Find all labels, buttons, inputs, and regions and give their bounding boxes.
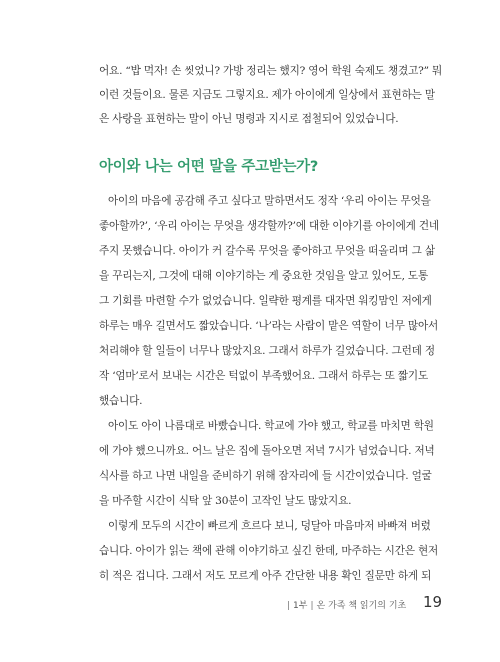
footer-divider: | <box>310 601 314 611</box>
body-line: 좋아할까?’, ‘우리 아이는 무엇을 생각할까?’에 대한 이야기를 아이에게 건네 <box>99 220 439 232</box>
body-line: 처리해야 할 일들이 너무나 많았지요. 그래서 하루가 길었습니다. 그런데 정 <box>99 345 435 357</box>
page-number: 19 <box>423 593 443 611</box>
body-line: 히 적은 겁니다. 그래서 저도 모르게 아주 간단한 내용 확인 질문만 하게 되 <box>99 570 432 582</box>
running-footer <box>284 598 406 611</box>
body-line: 이런 것들이요. 물론 지금도 그렇지요. 제가 아이에게 일상에서 표현하는 말 <box>99 89 435 101</box>
body-line: 아이의 마음에 공감해 주고 싶다고 말하면서도 정작 ‘우리 아이는 무엇을 <box>108 195 431 207</box>
body-line: 은 사랑을 표현하는 말이 아닌 명령과 지시로 점철되어 있었습니다. <box>99 113 399 125</box>
body-line: 했습니다. <box>99 395 143 407</box>
body-line: 이렇게 모두의 시간이 빠르게 흐르다 보니, 덩달아 마음마저 바빠져 버렸 <box>108 520 431 532</box>
section-heading: 아이와 나는 어떤 말을 주고받는가? <box>99 159 319 175</box>
body-line: 작 ‘엄마’로서 보내는 시간은 턱없이 부족했어요. 그래서 하루는 또 짧기도 <box>99 370 428 382</box>
body-line: 그 기회를 마련할 수가 없었습니다. 일략한 평계를 대자면 워킹맘인 저에게 <box>99 295 432 307</box>
body-line: 을 꾸리는지, 그것에 대해 이야기하는 게 중요한 것임을 알고 있어도, 도통 <box>99 270 428 282</box>
body-line: 을 마주할 시간이 식탁 앞 30분이 고작인 날도 많았지요. <box>99 495 352 507</box>
body-line: 어요. “밥 먹자! 손 씻었니? 가방 정리는 했지? 영어 학원 숙제도 챙겼고?” 뭐 <box>99 65 443 77</box>
footer-part: 1부 <box>293 601 308 611</box>
body-line: 아이도 아이 나름대로 바빴습니다. 학교에 가야 했고, 학교를 마치면 학원 <box>108 420 434 432</box>
body-line: 식사를 하고 나면 내일을 준비하기 위해 잠자리에 들 시간이었습니다. 얼굴 <box>99 470 432 482</box>
body-line: 습니다. 아이가 읽는 책에 관해 이야기하고 싶긴 한데, 마주하는 시간은 현저 <box>99 545 439 557</box>
footer-chapter: 온 가족 책 읽기의 기초 <box>316 601 407 611</box>
footer-divider: | <box>287 601 291 611</box>
body-line: 하루는 매우 길면서도 짧았습니다. ‘나’라는 사람이 맡은 역할이 너무 많아서 <box>99 320 439 332</box>
body-line: 에 가야 했으니까요. 어느 날은 집에 돌아오면 저녁 7시가 넘었습니다. 저녁 <box>99 445 435 457</box>
body-line: 주지 못했습니다. 아이가 커 갈수록 무엇을 좋아하고 무엇을 떠올리며 그 삶 <box>99 245 435 257</box>
